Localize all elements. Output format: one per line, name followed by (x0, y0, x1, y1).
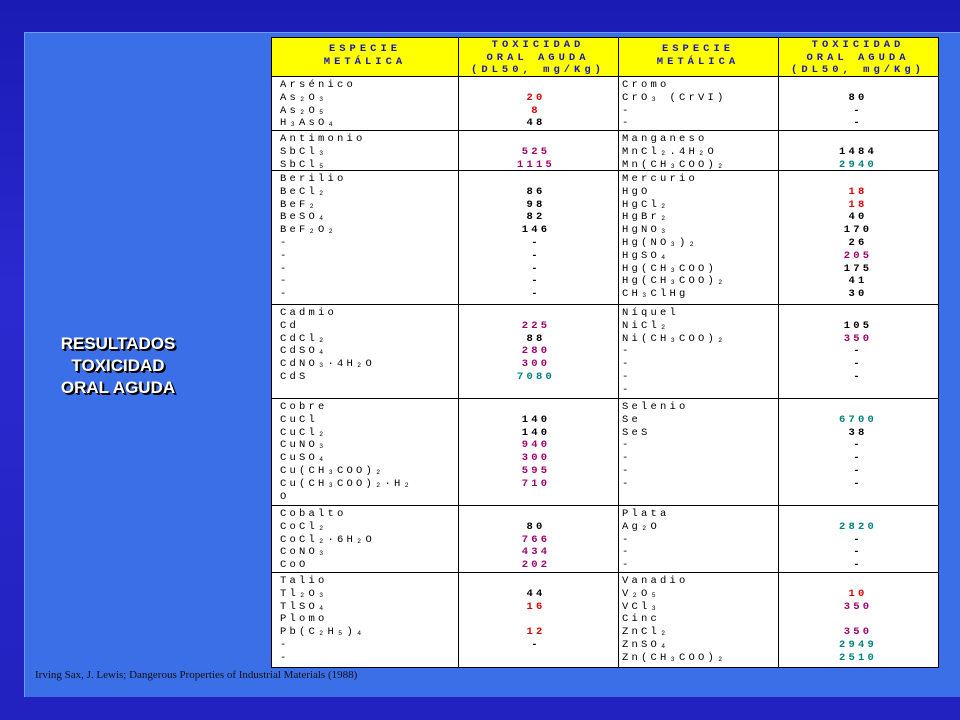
species-cell: CuSO₄ (280, 452, 328, 465)
toxicity-column (778, 173, 938, 301)
header-toxicity-1: TOXICIDAD ORAL AGUDA (DL50, mg/Kg) (471, 39, 605, 76)
toxicity-value (778, 307, 938, 320)
toxicity-value: 1484 (838, 145, 877, 158)
toxicity-column (458, 401, 614, 503)
toxicity-value: 140 (521, 426, 551, 439)
species-cell: CrO₃ (CrVI) (622, 91, 727, 104)
species-cell: NiCl₂ (622, 319, 670, 332)
toxicity-value: 595 (521, 464, 551, 477)
toxicity-value: - (531, 236, 541, 249)
toxicity-value: 82 (526, 211, 546, 224)
toxicity-value: 48 (526, 117, 546, 130)
toxicity-value (778, 79, 938, 92)
species-cell: - (622, 559, 632, 572)
toxicity-value: 170 (843, 224, 873, 237)
species-cell: CdSO₄ (280, 345, 328, 358)
species-cell: Cobre (280, 401, 328, 413)
toxicity-value (458, 307, 614, 320)
toxicity-value: 105 (843, 319, 873, 332)
species-cell: As₂O₅ (280, 104, 328, 117)
toxicity-column (458, 307, 614, 397)
table-group (272, 506, 938, 573)
table-group (272, 399, 938, 506)
toxicity-value: 146 (521, 224, 551, 237)
species-cell: Cu(CH₃COO)₂ (280, 464, 385, 477)
species-cell: BeF₂O₂ (280, 224, 338, 237)
toxicity-value (778, 173, 938, 186)
species-cell: BeF₂ (280, 198, 319, 211)
title-line-1: RESULTADOS (60, 334, 176, 353)
toxicity-value: - (853, 559, 863, 572)
species-cell: HgCl₂ (622, 198, 670, 211)
toxicity-value: - (531, 638, 541, 651)
toxicity-column (778, 79, 938, 130)
species-cell: - (280, 236, 290, 249)
toxicity-value (778, 613, 938, 626)
toxicity-value: 710 (521, 477, 551, 490)
species-cell: Vanadio (622, 575, 689, 587)
toxicity-value: 350 (843, 600, 873, 613)
slide-frame (24, 32, 960, 697)
species-cell: CoCl₂ (280, 520, 328, 533)
species-cell: CdCl₂ (280, 332, 328, 345)
species-cell: O (280, 490, 290, 503)
species-cell: Antimonio (280, 133, 366, 145)
species-cell (280, 384, 375, 397)
species-column (280, 173, 347, 301)
toxicity-value (778, 384, 938, 397)
header-toxicity-2: TOXICIDAD ORAL AGUDA (DL50, mg/Kg) (791, 39, 925, 76)
toxicity-value: 80 (848, 91, 868, 104)
species-cell: Cu(CH₃COO)₂·H₂ (280, 477, 414, 490)
species-cell: Plomo (280, 613, 328, 626)
toxicity-value: - (853, 477, 863, 490)
table-header (272, 38, 938, 77)
table-group (272, 573, 938, 667)
toxicity-value: 280 (521, 345, 551, 358)
species-cell: CoO (280, 559, 309, 572)
species-cell: TlSO₄ (280, 600, 328, 613)
species-cell: CoCl₂·6H₂O (280, 533, 376, 546)
species-cell: - (622, 358, 632, 371)
toxicity-value: 1115 (516, 158, 555, 171)
toxicity-value: - (531, 249, 541, 262)
species-cell: Hg(CH₃COO) (622, 262, 718, 275)
species-cell: Mn(CH₃COO)₂ (622, 158, 727, 171)
toxicity-value: 26 (848, 236, 868, 249)
toxicity-value: 2940 (838, 158, 877, 171)
column-divider (618, 38, 619, 667)
species-cell: - (280, 249, 290, 262)
toxicity-value: 225 (521, 319, 551, 332)
species-cell: Cadmio (280, 307, 338, 319)
toxicity-value (458, 575, 614, 588)
species-cell: Berilio (280, 173, 347, 185)
species-cell: Cromo (622, 79, 670, 91)
toxicity-value (458, 79, 614, 92)
species-column (280, 508, 375, 572)
species-column (622, 508, 670, 572)
toxicity-value: - (853, 370, 863, 383)
toxicity-value: 2949 (838, 638, 877, 651)
species-cell: - (622, 345, 632, 358)
species-cell: Zn(CH₃COO)₂ (622, 651, 727, 664)
toxicity-value: 80 (526, 520, 546, 533)
toxicity-value: 300 (521, 358, 551, 371)
toxicity-value (458, 613, 614, 626)
species-cell: Se (622, 413, 642, 426)
toxicity-value: 98 (526, 198, 546, 211)
toxicity-value (458, 401, 614, 414)
species-cell: Cd (280, 319, 300, 332)
slide-title (43, 333, 193, 399)
toxicity-value: 10 (848, 587, 868, 600)
toxicity-value: 202 (521, 559, 551, 572)
species-cell: CuCl (280, 413, 319, 426)
species-cell: - (622, 464, 632, 477)
species-cell: As₂O₃ (280, 91, 328, 104)
species-column (280, 133, 366, 171)
toxicity-value: - (531, 275, 541, 288)
toxicity-value: 16 (526, 600, 546, 613)
species-cell: Manganeso (622, 133, 708, 145)
citation: Irving Sax, J. Lewis; Dangerous Properties of Industrial Materials (1988) (35, 669, 358, 681)
toxicity-value: - (853, 104, 863, 117)
toxicity-table (271, 37, 939, 668)
species-column (280, 79, 356, 130)
species-cell: ZnCl₂ (622, 626, 670, 639)
toxicity-value: 86 (526, 185, 546, 198)
species-cell: - (622, 477, 632, 490)
species-cell: Hg(CH₃COO)₂ (622, 275, 727, 288)
toxicity-value: 7080 (516, 370, 555, 383)
toxicity-value: 205 (843, 249, 873, 262)
species-column (622, 575, 727, 665)
species-cell: - (280, 262, 290, 275)
species-cell: - (622, 117, 632, 130)
toxicity-value (778, 401, 938, 414)
species-cell: CuCl₂ (280, 426, 328, 439)
species-cell: Arsénico (280, 79, 357, 91)
table-group (272, 77, 938, 131)
species-column (622, 401, 689, 503)
species-cell: Cinc (622, 613, 661, 626)
toxicity-column (458, 508, 614, 572)
species-cell: H₃AsO₄ (280, 117, 338, 130)
species-cell: Tl₂O₃ (280, 587, 328, 600)
species-cell: - (280, 638, 290, 651)
toxicity-value: 38 (848, 426, 868, 439)
species-cell: - (622, 104, 632, 117)
species-cell: SeS (622, 426, 651, 439)
toxicity-value: - (853, 546, 863, 559)
species-column (280, 401, 413, 503)
toxicity-value: 44 (526, 587, 546, 600)
toxicity-column (458, 575, 614, 665)
species-cell: - (622, 533, 632, 546)
toxicity-value: 88 (526, 332, 546, 345)
toxicity-value: 41 (848, 275, 868, 288)
species-cell: HgBr₂ (622, 211, 670, 224)
toxicity-value: 2510 (838, 651, 877, 664)
table-group (272, 305, 938, 399)
header-species-2: ESPECIE METÁLICA (656, 43, 740, 68)
species-cell: CdNO₃·4H₂O (280, 358, 376, 371)
table-group (272, 131, 938, 171)
toxicity-column (458, 79, 614, 130)
species-cell: CuNO₃ (280, 439, 328, 452)
species-column (622, 133, 727, 171)
toxicity-value: - (531, 288, 541, 301)
toxicity-value: - (531, 262, 541, 275)
toxicity-column (458, 173, 614, 301)
toxicity-value: - (853, 117, 863, 130)
toxicity-value (458, 652, 614, 665)
column-divider (778, 38, 779, 667)
species-cell: CH₃ClHg (622, 288, 689, 301)
toxicity-value: 140 (521, 413, 551, 426)
species-column (622, 79, 727, 130)
title-line-2: TOXICIDAD (71, 356, 165, 375)
toxicity-value (778, 133, 938, 146)
species-cell: - (622, 546, 632, 559)
species-cell: Pb(C₂H₅)₄ (280, 626, 366, 639)
species-cell: HgO (622, 185, 651, 198)
species-cell: ZnSO₄ (622, 638, 670, 651)
toxicity-column (778, 133, 938, 171)
toxicity-value: - (853, 345, 863, 358)
toxicity-value (458, 508, 614, 521)
toxicity-value: 8 (531, 104, 541, 117)
species-cell: - (280, 651, 290, 664)
toxicity-value: 40 (848, 211, 868, 224)
toxicity-value: - (853, 439, 863, 452)
species-cell: Selenio (622, 401, 689, 413)
species-column (622, 173, 727, 301)
table-group (272, 171, 938, 305)
toxicity-value: 525 (521, 145, 551, 158)
toxicity-value: 940 (521, 439, 551, 452)
toxicity-column (778, 575, 938, 665)
species-cell: Mercurio (622, 173, 699, 185)
toxicity-value: 300 (521, 452, 551, 465)
toxicity-column (778, 508, 938, 572)
species-column (280, 307, 375, 397)
species-cell: Talio (280, 575, 328, 587)
header-species-1: ESPECIE METÁLICA (323, 43, 407, 68)
species-cell (622, 491, 689, 504)
species-cell: SbCl₃ (280, 145, 328, 158)
species-column (622, 307, 727, 397)
species-cell: CdS (280, 370, 309, 383)
species-cell: Ag₂O (622, 520, 661, 533)
species-cell: BeSO₄ (280, 211, 328, 224)
toxicity-value (458, 491, 614, 504)
column-divider (458, 38, 459, 667)
toxicity-value (458, 384, 614, 397)
toxicity-value: 350 (843, 332, 873, 345)
toxicity-value: 766 (521, 533, 551, 546)
toxicity-value: - (853, 464, 863, 477)
toxicity-value (458, 173, 614, 186)
species-cell: HgSO₄ (622, 249, 670, 262)
species-cell: - (622, 439, 632, 452)
species-cell: - (280, 275, 290, 288)
toxicity-value: - (853, 358, 863, 371)
toxicity-value: 18 (848, 198, 868, 211)
toxicity-value (458, 133, 614, 146)
species-cell: Níquel (622, 307, 680, 319)
species-cell: Ni(CH₃COO)₂ (622, 332, 727, 345)
species-cell: CoNO₃ (280, 546, 328, 559)
species-cell: BeCl₂ (280, 185, 328, 198)
species-cell: VCl₃ (622, 600, 661, 613)
species-cell: V₂O₅ (622, 587, 661, 600)
toxicity-value: 18 (848, 185, 868, 198)
species-cell: HgNO₃ (622, 224, 670, 237)
toxicity-value (778, 508, 938, 521)
species-cell: - (622, 383, 632, 396)
toxicity-column (458, 133, 614, 171)
toxicity-value: - (853, 533, 863, 546)
species-cell: Cobalto (280, 508, 347, 520)
toxicity-value: 30 (848, 288, 868, 301)
toxicity-value (778, 491, 938, 504)
species-cell: - (280, 288, 290, 301)
toxicity-value (778, 575, 938, 588)
species-cell: - (622, 370, 632, 383)
title-line-3: ORAL AGUDA (60, 378, 176, 397)
toxicity-value: 350 (843, 626, 873, 639)
species-cell: - (622, 452, 632, 465)
toxicity-value: - (853, 452, 863, 465)
species-cell: SbCl₅ (280, 158, 328, 171)
toxicity-value: 434 (521, 546, 551, 559)
toxicity-value: 6700 (838, 413, 877, 426)
species-cell: Hg(NO₃)₂ (622, 236, 699, 249)
species-cell: MnCl₂.4H₂O (622, 145, 718, 158)
toxicity-column (778, 307, 938, 397)
toxicity-column (778, 401, 938, 503)
toxicity-value: 2820 (838, 520, 877, 533)
species-cell: Plata (622, 508, 670, 520)
toxicity-value: 175 (843, 262, 873, 275)
species-column (280, 575, 366, 665)
toxicity-value: 12 (526, 626, 546, 639)
toxicity-value: 20 (526, 91, 546, 104)
